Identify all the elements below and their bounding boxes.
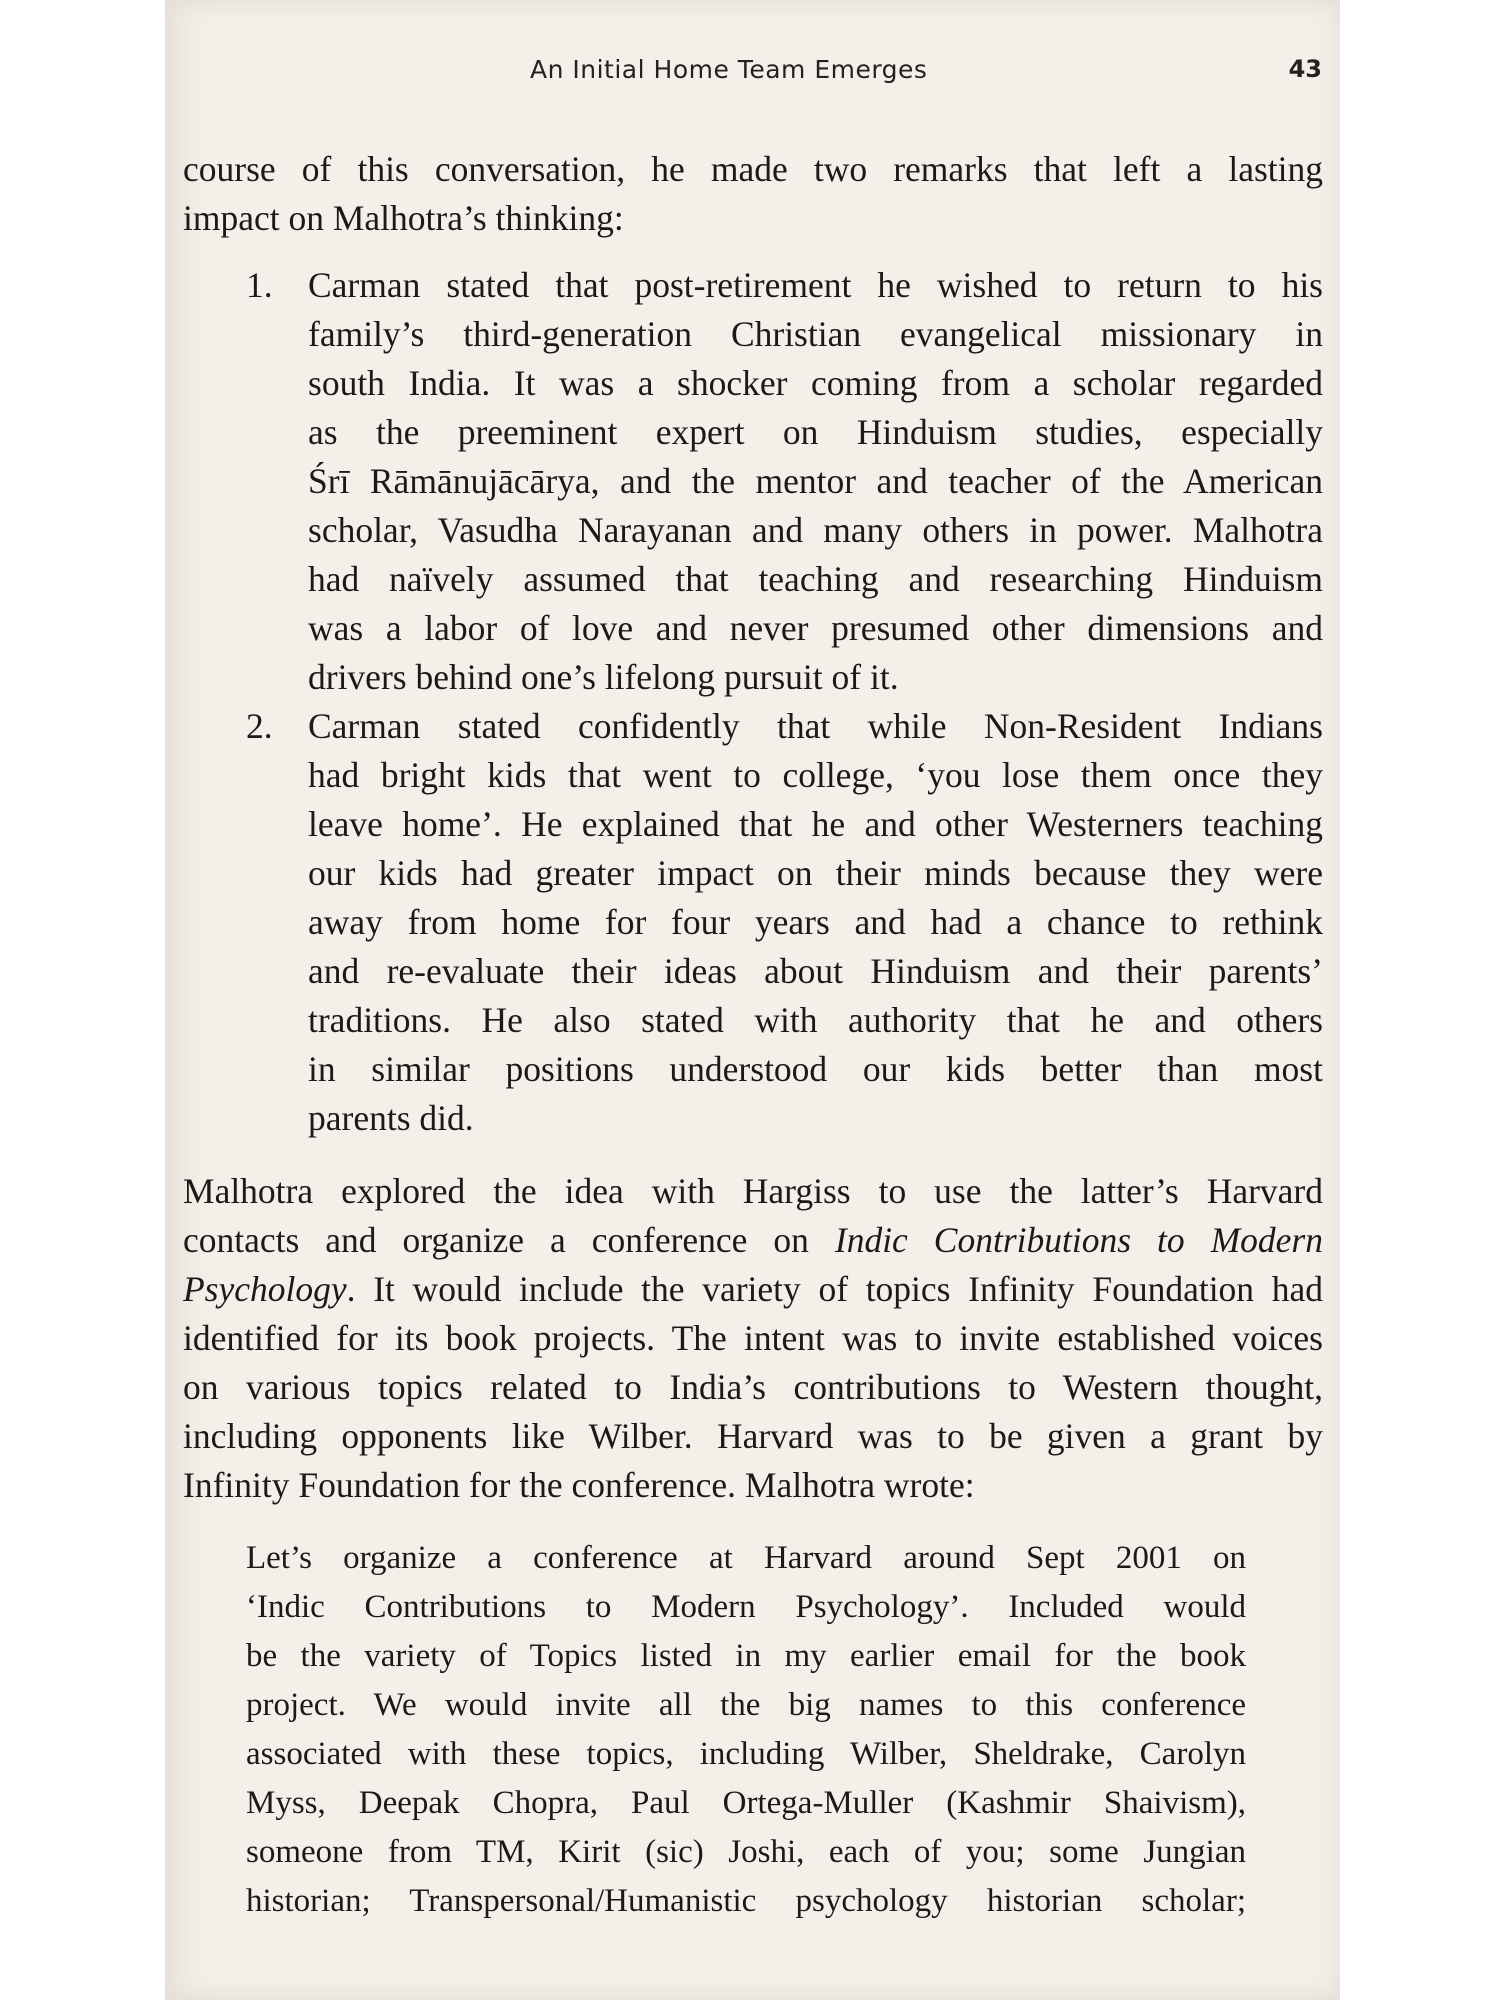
- quote-line: historian; Transpersonal/Humanistic psychology historian scholar;: [246, 1883, 1246, 1919]
- list-number: 1.: [246, 265, 273, 305]
- list-item: [183, 702, 1323, 1143]
- text-line: and re-evaluate their ideas about Hinduism and their parents’: [308, 951, 1323, 991]
- text-line: was a labor of love and never presumed other dimensions and: [308, 608, 1323, 648]
- text-line: Śrī Rāmānujācārya, and the mentor and teacher of the American: [308, 461, 1323, 501]
- text-line: our kids had greater impact on their minds because they were: [308, 853, 1323, 893]
- body-text: [183, 145, 1323, 1926]
- text-line: drivers behind one’s lifelong pursuit of it.: [308, 657, 899, 697]
- quote-line: project. We would invite all the big names to this conference: [246, 1687, 1246, 1723]
- conference-paragraph: [183, 1167, 1323, 1510]
- numbered-list: [183, 261, 1323, 1143]
- text-line: leave home’. He explained that he and other Westerners teaching: [308, 804, 1323, 844]
- quote-line: Let’s organize a conference at Harvard around Sept 2001 on: [246, 1540, 1246, 1576]
- text-line: in similar positions understood our kids better than most: [308, 1049, 1323, 1089]
- text-line: as the preeminent expert on Hinduism studies, especially: [308, 412, 1323, 452]
- quote-line: be the variety of Topics listed in my earlier email for the book: [246, 1638, 1246, 1674]
- text-line: family’s third-generation Christian evangelical missionary in: [308, 314, 1323, 354]
- page-number: 43: [1288, 55, 1322, 83]
- text-line: impact on Malhotra’s thinking:: [183, 198, 624, 238]
- text-line: on various topics related to India’s contributions to Western thought,: [183, 1367, 1323, 1407]
- text-line: south India. It was a shocker coming from a scholar regarded: [308, 363, 1323, 403]
- italic-title: Indic Contributions to Modern: [834, 1220, 1323, 1260]
- book-page: [165, 0, 1340, 2000]
- quote-line: someone from TM, Kirit (sic) Joshi, each of you; some Jungian: [246, 1834, 1246, 1870]
- text-line: [183, 1265, 1323, 1314]
- text-segment: . It would include the variety of topics Infinity Foundation had: [346, 1269, 1323, 1309]
- text-line: [183, 1216, 1323, 1265]
- text-line: Malhotra explored the idea with Hargiss to use the latter’s Harvard: [183, 1171, 1323, 1211]
- text-line: scholar, Vasudha Narayanan and many others in power. Malhotra: [308, 510, 1323, 550]
- text-line: away from home for four years and had a chance to rethink: [308, 902, 1323, 942]
- quote-line: ‘Indic Contributions to Modern Psychology’. Included would: [246, 1589, 1246, 1625]
- text-line: course of this conversation, he made two remarks that left a lasting: [183, 149, 1323, 189]
- block-quote: [246, 1534, 1246, 1926]
- text-line: traditions. He also stated with authority that he and others: [308, 1000, 1323, 1040]
- text-line: Carman stated that post-retirement he wished to return to his: [308, 265, 1323, 305]
- text-line: identified for its book projects. The intent was to invite established voices: [183, 1318, 1323, 1358]
- quote-line: associated with these topics, including Wilber, Sheldrake, Carolyn: [246, 1736, 1246, 1772]
- text-line: had bright kids that went to college, ‘you lose them once they: [308, 755, 1323, 795]
- text-segment: contacts and organize a conference on: [183, 1220, 835, 1260]
- quote-line: Myss, Deepak Chopra, Paul Ortega-Muller (Kashmir Shaivism),: [246, 1785, 1246, 1821]
- text-line: Infinity Foundation for the conference. Malhotra wrote:: [183, 1465, 975, 1505]
- intro-paragraph: [183, 145, 1323, 243]
- text-line: including opponents like Wilber. Harvard was to be given a grant by: [183, 1416, 1323, 1456]
- text-line: Carman stated confidently that while Non-Resident Indians: [308, 706, 1323, 746]
- list-item: [183, 261, 1323, 702]
- italic-title: Psychology: [183, 1269, 347, 1309]
- running-head-title: An Initial Home Team Emerges: [530, 55, 928, 84]
- text-line: had naïvely assumed that teaching and researching Hinduism: [308, 559, 1323, 599]
- list-number: 2.: [246, 706, 273, 746]
- text-line: parents did.: [308, 1098, 474, 1138]
